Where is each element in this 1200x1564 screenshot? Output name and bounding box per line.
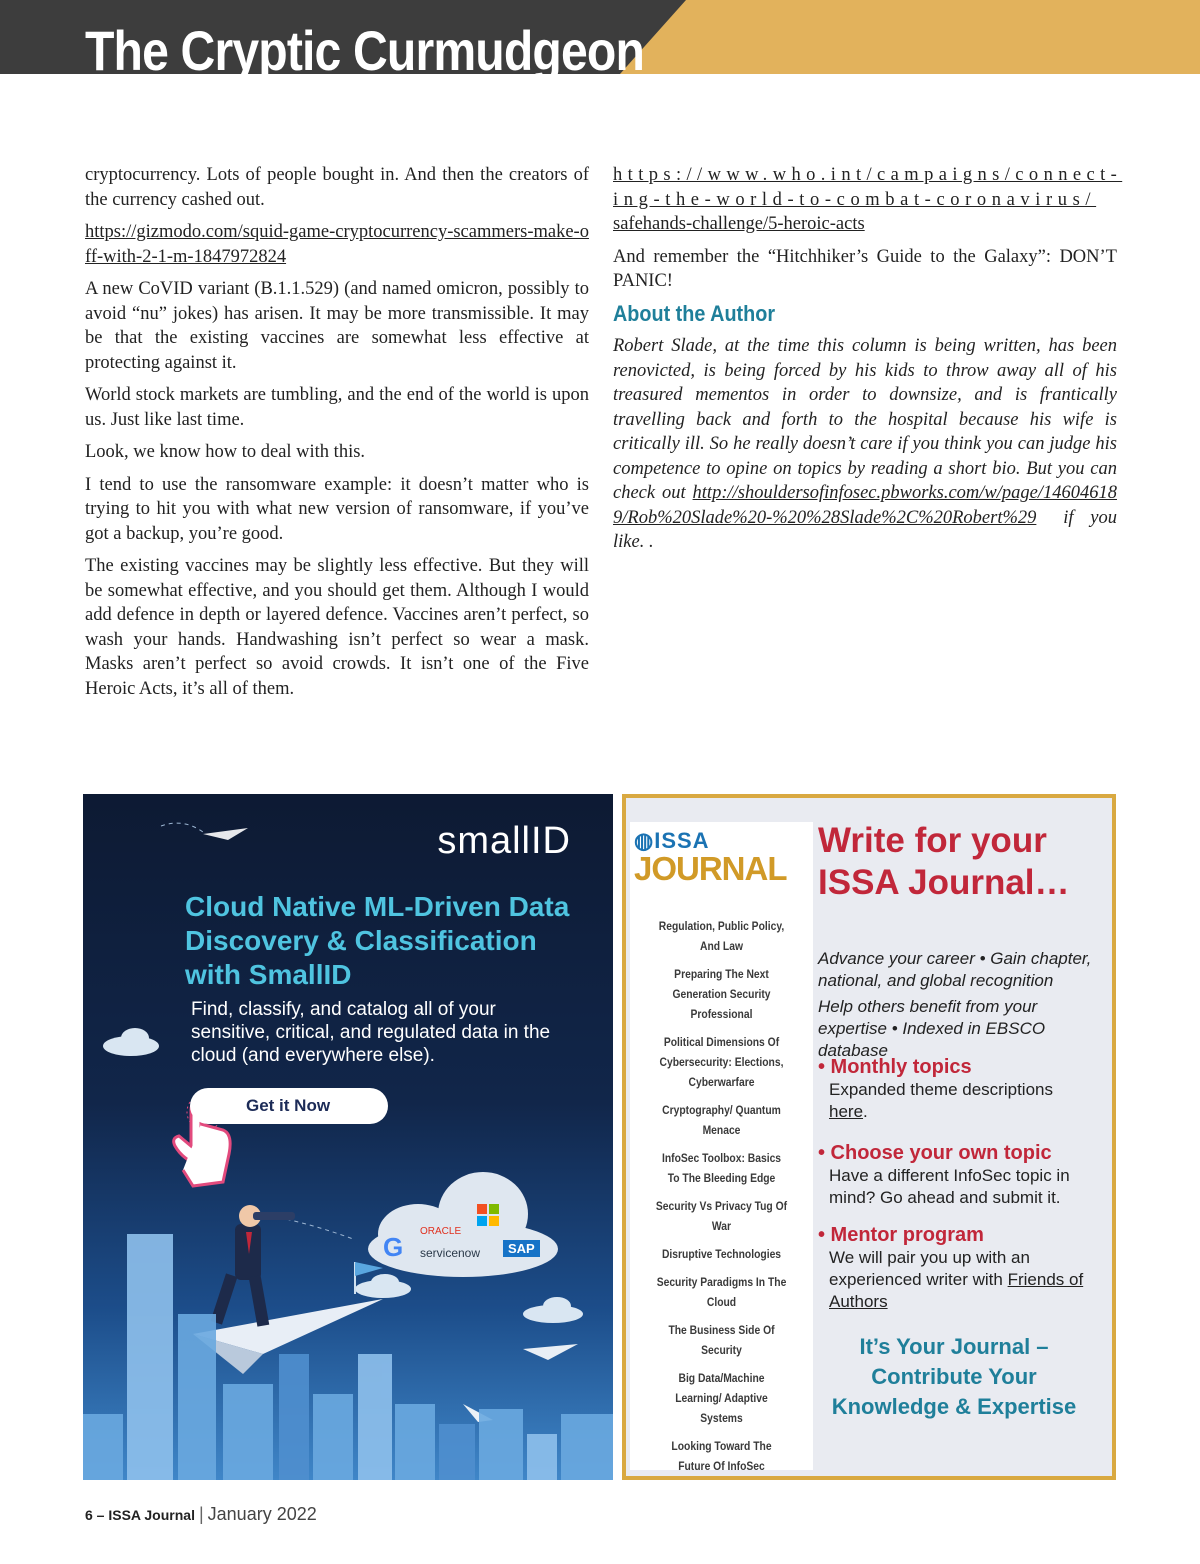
perk-text: Expanded theme descriptions bbox=[829, 1080, 1053, 1099]
issa-journal-ad bbox=[622, 794, 1116, 1480]
ad-headline: Cloud Native ML-Driven Data Discovery & Classification with SmallID bbox=[185, 891, 570, 990]
smallid-ad[interactable] bbox=[83, 794, 613, 1480]
smallid-logo: smallID bbox=[437, 820, 571, 862]
paragraph: The existing vaccines may be slightly less effective. But they will be somewhat effective, and you should get them. Although I would add defence in depth or layered defence. Vaccines aren’t perfect, so wash your hands. Handwashing isn’t perfect so wear a mask. Masks aren’t perfect so avoid crowds. It isn’t one of the Five Heroic Acts, it’s all of them. bbox=[85, 556, 589, 699]
who-link-part1[interactable]: https://www.who.int/campaigns/connect- bbox=[613, 165, 1123, 185]
who-link-part3[interactable]: safehands-challenge/5-heroic-acts bbox=[613, 214, 865, 234]
businessman-icon bbox=[211, 1205, 295, 1327]
remember-text: And remember the “Hitchhiker’s Guide to the Galaxy”: DON’T PANIC! bbox=[613, 246, 1117, 291]
bio-link[interactable]: http://shouldersofinfosec.pbworks.com/w/page/146046189/Rob%20Slade%20-%20%28Slade%2C%20Robert%29 bbox=[613, 483, 1117, 528]
list-item: InfoSec Toolbox: Basics To The Bleeding Edge bbox=[661, 1151, 782, 1185]
logo-issa-text: ISSA bbox=[654, 828, 710, 853]
author-bio bbox=[613, 334, 1117, 555]
friends-of-authors-link[interactable]: Friends of Authors bbox=[829, 1270, 1084, 1311]
microsoft-icon bbox=[477, 1204, 499, 1226]
perk-title: • Mentor program bbox=[818, 1224, 984, 1246]
benefits-text bbox=[818, 948, 1100, 1066]
oracle-logo: ORACLE bbox=[420, 1226, 462, 1237]
google-logo: G bbox=[383, 1232, 404, 1262]
cloud-icon bbox=[103, 1028, 583, 1323]
ad-subtext: Find, classify, and catalog all of your sensitive, critical, and regulated data in the cloud (and everywhere else). bbox=[191, 999, 551, 1066]
page-number: 6 – ISSA Journal bbox=[85, 1507, 195, 1523]
bio-end: if you like. . bbox=[613, 507, 1117, 552]
perk-own-topic bbox=[818, 1142, 1100, 1209]
divider: | bbox=[198, 1504, 204, 1524]
logo-journal-text: JOURNAL bbox=[634, 850, 787, 887]
bio-text: Robert Slade, at the time this column is being written, has been renovicted, is being forced by his kids to throw away all of his treasured mementos in order to downsize, and is frantically travelling back and forth to the hospital because his wife is critically ill. So he really doesn’t care if you think you can judge his competence to opine on topics by reading a short bio. But you can check out bbox=[613, 336, 1117, 503]
list-item: Political Dimensions Of Cybersecurity: Elections, Cyberwarfare bbox=[659, 1035, 784, 1089]
about-author-heading: About the Author bbox=[613, 300, 776, 326]
list-item: Regulation, Public Policy, And Law bbox=[658, 919, 785, 953]
list-item: Big Data/Machine Learning/ Adaptive Systems bbox=[675, 1371, 768, 1425]
perk-title: • Monthly topics bbox=[818, 1056, 972, 1078]
left-column bbox=[85, 163, 589, 709]
issa-journal-logo bbox=[634, 828, 787, 887]
issue-date: January 2022 bbox=[207, 1504, 317, 1524]
perk-text: Have a different InfoSec topic in mind? Go ahead and submit it. bbox=[829, 1166, 1070, 1207]
perk-text: We will pair you up with an experienced writer with bbox=[829, 1248, 1030, 1289]
list-item: The Business Side Of Security bbox=[668, 1323, 775, 1357]
perk-text-end: . bbox=[863, 1102, 868, 1121]
globe-icon: ◍ bbox=[634, 828, 655, 853]
servicenow-logo: servicenow bbox=[420, 1246, 481, 1260]
list-item: Security Vs Privacy Tug Of War bbox=[655, 1199, 788, 1233]
right-column bbox=[613, 163, 1123, 563]
write-for-us-headline: Write for your ISSA Journal… bbox=[818, 821, 1070, 902]
perk-mentor-program bbox=[818, 1224, 1100, 1313]
paragraph: I tend to use the ransomware example: it doesn’t matter who is trying to hit you with what new version of ransomware, if you’ve got a backup, you’re good. bbox=[85, 474, 589, 544]
gizmodo-link[interactable]: https://gizmodo.com/squid-game-cryptocurrency-scammers-make-off-with-2-1-m-1847972824 bbox=[85, 222, 589, 267]
list-item: Looking Toward The Future Of InfoSec bbox=[671, 1439, 772, 1473]
list-item: Cryptography/ Quantum Menace bbox=[662, 1103, 781, 1137]
here-link[interactable]: here bbox=[829, 1102, 864, 1121]
city-skyline bbox=[83, 1234, 613, 1480]
list-item: Disruptive Technologies bbox=[661, 1247, 782, 1261]
toc-panel bbox=[630, 822, 813, 1473]
list-item: Preparing The Next Generation Security Professional bbox=[672, 967, 771, 1021]
perk-monthly-topics bbox=[818, 1056, 1100, 1123]
sap-logo: SAP bbox=[503, 1240, 540, 1257]
perk-title: • Choose your own topic bbox=[818, 1142, 1052, 1164]
benefit-line: Advance your career • Gain chapter, national, and global recognition bbox=[818, 949, 1092, 990]
topic-list bbox=[630, 916, 813, 1484]
paragraph: cryptocurrency. Lots of people bought in. And then the creators of the currency cashed out. bbox=[85, 165, 589, 210]
paragraph: A new CoVID variant (B.1.1.529) (and named omicron, possibly to avoid “nu” jokes) has arisen. It may be more transmissible. It may be that the existing vaccines are somewhat less effective at protecting against it. bbox=[85, 279, 589, 373]
paragraph: Look, we know how to deal with this. bbox=[85, 442, 366, 462]
paragraph: World stock markets are tumbling, and the end of the world is upon us. Just like last time. bbox=[85, 385, 589, 430]
page-footer bbox=[85, 1504, 317, 1525]
column-title: The Cryptic Curmudgeon bbox=[85, 19, 645, 82]
list-item: Security Paradigms In The Cloud bbox=[656, 1275, 787, 1309]
get-it-now-button[interactable]: Get it Now bbox=[190, 1088, 388, 1124]
who-link-part2[interactable]: ing-the-world-to-combat-coronavirus/ bbox=[613, 189, 1097, 210]
benefit-line: Help others benefit from your expertise • Indexed in EBSCO database bbox=[818, 997, 1046, 1060]
tagline: It’s Your Journal – Contribute Your Knowledge & Expertise bbox=[831, 1334, 1077, 1419]
